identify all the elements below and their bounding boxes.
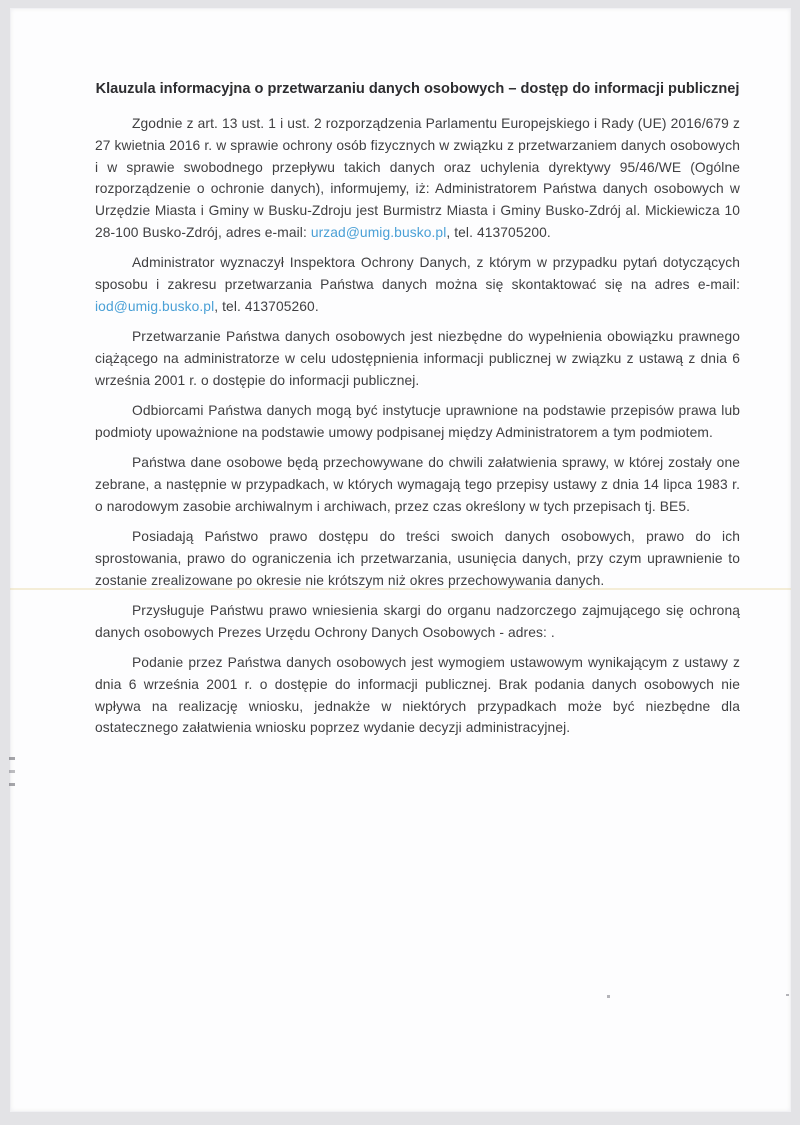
scan-speck: [786, 994, 789, 996]
email-link-urzad[interactable]: urzad@umig.busko.pl: [310, 224, 447, 240]
paragraph-retention: Państwa dane osobowe będą przechowywane do chwili załatwienia sprawy, w której zostały one zebrane, a następnie w przypadkach, w których wymagają tego przepisy ustawy z dnia 14 lipca 1983 r. o narodowym zasobie archiwalnym i archiwach, przez czas określony w tych przepisach tj. BE5.: [95, 455, 740, 514]
paragraph-provision-requirement: Podanie przez Państwa danych osobowych jest wymogiem ustawowym wynikającym z ustawy z dnia 6 września 2001 r. o dostępie do informacji publicznej. Brak podania danych osobowych nie wpływa na realizację wniosku, jednakże w niektórych przypadkach może być niezbędne dla ostatecznego załatwienia wniosku poprzez wydanie decyzji administracyjnej.: [95, 655, 740, 736]
scan-speck: [607, 995, 610, 998]
document-title: Klauzula informacyjna o przetwarzaniu danych osobowych – dostęp do informacji publicznej: [95, 81, 740, 97]
paragraph-intro-text: Zgodnie z art. 13 ust. 1 i ust. 2 rozporządzenia Parlamentu Europejskiego i Rady (UE) 2016/679 z 27 kwietnia 2016 r. w sprawie ochrony osób fizycznych w związku z przetwarzaniem danych osobowych i w sprawie swobodnego przepływu takich danych oraz uchylenia dyrektywy 95/46/WE (Ogólne rozporządzenie o ochronie danych), informujemy, iż: Administratorem Państwa danych osobowych w Urzędzie Miasta i Gminy w Busku-Zdroju jest Burmistrz Miasta i Gminy Busko-Zdrój al. Mickiewicza 10 28-100 Busko-Zdrój, adres e-mail:: [95, 116, 740, 240]
paragraph-intro-tail: , tel. 413705200.: [446, 224, 551, 240]
scan-edge-mark: [9, 783, 15, 786]
paragraph-dpo-tail: , tel. 413705260.: [214, 298, 319, 314]
document-page: [10, 8, 791, 1112]
paragraph-intro-administrator: [95, 113, 740, 244]
scan-edge-mark: [9, 770, 15, 773]
paragraph-complaint: Przysługuje Państwu prawo wniesienia skargi do organu nadzorczego zajmującego się ochroną danych osobowych Prezes Urzędu Ochrony Danych Osobowych - adres: .: [95, 602, 740, 640]
paragraph-rights: Posiadają Państwo prawo dostępu do treści swoich danych osobowych, prawo do ich sprostowania, prawo do ograniczenia ich przetwarzania, usunięcia danych, przy czym uprawnienie to zostanie zrealizowane po okresie nie krótszym niż okres przechowywania danych.: [95, 529, 740, 588]
paragraph-data-protection-officer: [95, 252, 740, 317]
scan-edge-mark: [9, 757, 15, 760]
paragraph-legal-basis: Przetwarzanie Państwa danych osobowych jest niezbędne do wypełnienia obowiązku prawnego ciążącego na administratorze w celu udostępnienia informacji publicznej w związku z ustawą z dnia 6 września 2001 r. o dostępie do informacji publicznej.: [95, 329, 740, 388]
paragraph-dpo-text: Administrator wyznaczył Inspektora Ochrony Danych, z którym w przypadku pytań dotyczących sposobu i zakresu przetwarzania Państwa danych można się skontaktować się na adres e-mail:: [95, 255, 740, 293]
document-content: [11, 9, 790, 739]
email-link-iod[interactable]: iod@umig.busko.pl: [95, 298, 215, 314]
paragraph-recipients: Odbiorcami Państwa danych mogą być instytucje uprawnione na podstawie przepisów prawa lub podmioty upoważnione na podstawie umowy podpisanej między Administratorem a tym podmiotem.: [95, 403, 740, 440]
